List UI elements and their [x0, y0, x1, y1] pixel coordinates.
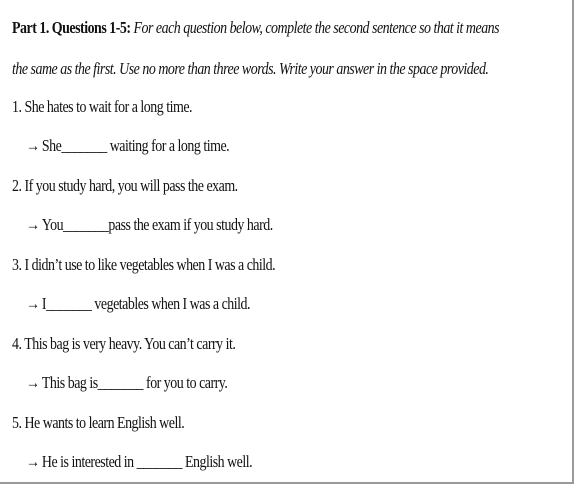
- answer-prefix: This bag is: [41, 373, 98, 392]
- arrow-icon: →: [26, 136, 40, 155]
- question-number: 5.: [12, 413, 22, 432]
- question-number: 4.: [12, 334, 22, 353]
- question-sentence: If you study hard, you will pass the exam.: [24, 176, 238, 195]
- question-4: [12, 334, 235, 354]
- question-1: [12, 97, 192, 117]
- question-sentence: She hates to wait for a long time.: [24, 97, 193, 116]
- answer-line-1: [26, 136, 229, 156]
- answer-blank[interactable]: _______: [136, 452, 182, 471]
- answer-suffix: English well.: [184, 452, 253, 471]
- instructions-line-1: [12, 18, 499, 38]
- question-2: [12, 176, 238, 196]
- answer-line-5: [26, 452, 252, 472]
- arrow-icon: →: [26, 373, 40, 392]
- question-sentence: I didn’t use to like vegetables when I was a child.: [24, 255, 276, 274]
- answer-line-2: [26, 215, 273, 235]
- question-sentence: He wants to learn English well.: [24, 413, 185, 432]
- part-heading: Part 1. Questions 1-5:: [12, 18, 131, 37]
- arrow-icon: →: [26, 294, 40, 313]
- question-number: 1.: [12, 97, 22, 116]
- answer-blank[interactable]: _______: [61, 136, 107, 155]
- answer-suffix: for you to carry.: [146, 373, 228, 392]
- instructions-line-2: the same as the first. Use no more than three words. Write your answer in the space provided.: [12, 59, 489, 78]
- question-3: [12, 255, 275, 275]
- question-number: 2.: [12, 176, 22, 195]
- answer-blank[interactable]: _______: [63, 215, 109, 234]
- answer-line-4: [26, 373, 227, 393]
- instructions-text-1: For each question below, complete the second sentence so that it means: [133, 18, 500, 37]
- question-sentence: This bag is very heavy. You can’t carry it.: [24, 334, 236, 353]
- answer-blank[interactable]: _______: [46, 294, 92, 313]
- arrow-icon: →: [26, 215, 40, 234]
- answer-suffix: pass the exam if you study hard.: [108, 215, 273, 234]
- answer-prefix: She: [41, 136, 62, 155]
- question-number: 3.: [12, 255, 22, 274]
- question-5: [12, 413, 184, 433]
- answer-prefix: I: [41, 294, 47, 313]
- answer-line-3: [26, 294, 250, 314]
- answer-suffix: vegetables when I was a child.: [94, 294, 250, 313]
- answer-suffix: waiting for a long time.: [109, 136, 230, 155]
- answer-prefix: You: [41, 215, 64, 234]
- answer-prefix: He is interested in: [41, 452, 134, 471]
- answer-blank[interactable]: _______: [97, 373, 144, 392]
- arrow-icon: →: [26, 452, 40, 471]
